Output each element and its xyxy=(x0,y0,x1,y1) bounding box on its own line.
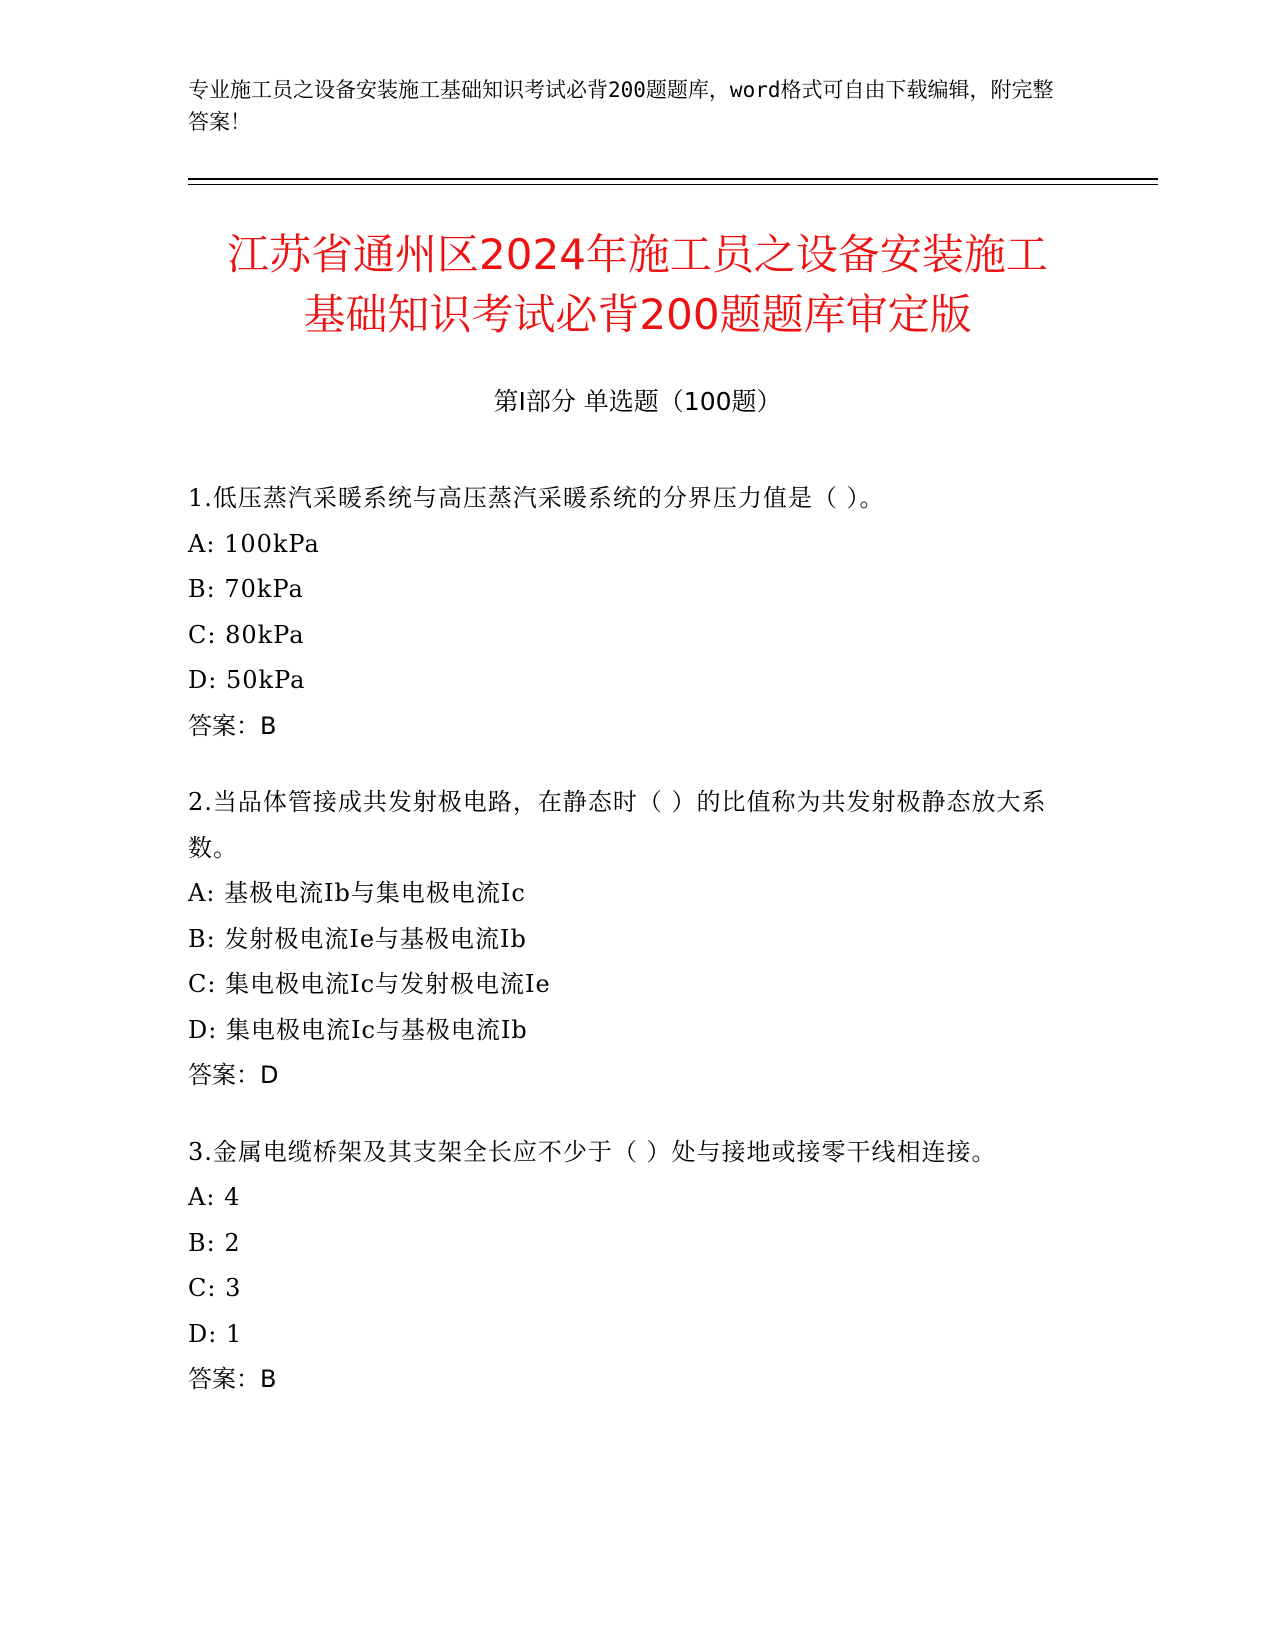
option-text: 80kPa xyxy=(225,620,305,649)
option-c xyxy=(188,613,1088,659)
answer-label: 答案：B xyxy=(188,1365,277,1393)
option-text: 集电极电流Ic与发射极电流Ie xyxy=(225,970,551,998)
option-key: A: xyxy=(188,1183,216,1211)
document-title-line-2: 基础知识考试必背200题题库审定版 xyxy=(303,290,972,339)
option-d xyxy=(188,658,1088,704)
option-d xyxy=(188,1312,1088,1358)
question-item xyxy=(188,476,1088,749)
option-key: B: xyxy=(188,924,216,953)
section-heading: 第Ⅰ部分 单选题（100题） xyxy=(493,387,782,416)
option-text: 发射极电流Ie与基极电流Ib xyxy=(224,924,527,953)
document-title-line-1: 江苏省通州区2024年施工员之设备安装施工 xyxy=(227,230,1048,279)
option-key: A: xyxy=(188,879,216,907)
option-text: 70kPa xyxy=(224,575,304,603)
option-text: 100kPa xyxy=(224,529,320,558)
question-stem: 3.金属电缆桥架及其支架全长应不少于（ ）处与接地或接零干线相连接。 xyxy=(188,1137,997,1166)
option-b xyxy=(188,1221,1088,1267)
option-b xyxy=(188,567,1088,613)
option-text: 3 xyxy=(225,1274,242,1302)
document-title xyxy=(150,225,1125,345)
option-text: 基极电流Ib与集电极电流Ic xyxy=(224,879,526,907)
header-divider-thick xyxy=(188,178,1158,180)
header-note: 专业施工员之设备安装施工基础知识考试必背200题题库，word格式可自由下载编辑，附完整答案！ xyxy=(188,78,1054,134)
option-key: B: xyxy=(188,575,216,603)
option-key: D: xyxy=(188,1319,218,1348)
option-text: 2 xyxy=(224,1228,241,1257)
option-a xyxy=(188,871,1088,917)
option-b xyxy=(188,917,1088,963)
question-item xyxy=(188,1130,1088,1403)
option-c xyxy=(188,1266,1088,1312)
question-item xyxy=(188,780,1088,1099)
option-key: C: xyxy=(188,620,217,649)
option-a xyxy=(188,522,1088,568)
question-stem: 1.低压蒸汽采暖系统与高压蒸汽采暖系统的分界压力值是（ ）。 xyxy=(188,484,885,512)
option-c xyxy=(188,962,1088,1008)
option-text: 1 xyxy=(225,1319,243,1348)
option-key: C: xyxy=(188,970,217,998)
option-text: 4 xyxy=(224,1183,241,1211)
option-a xyxy=(188,1175,1088,1221)
option-key: B: xyxy=(188,1228,216,1257)
option-text: 集电极电流Ic与基极电流Ib xyxy=(225,1015,528,1044)
option-key: D: xyxy=(188,1015,218,1044)
option-text: 50kPa xyxy=(225,666,306,694)
question-list xyxy=(188,476,1088,1434)
option-d xyxy=(188,1008,1088,1054)
option-key: D: xyxy=(188,666,218,694)
question-stem: 2.当品体管接成共发射极电路，在静态时（ ）的比值称为共发射极静态放大系数。 xyxy=(188,788,1047,862)
option-key: A: xyxy=(188,529,216,558)
answer-label: 答案：D xyxy=(188,1061,279,1089)
option-key: C: xyxy=(188,1274,217,1302)
header-divider-thin xyxy=(188,184,1158,185)
answer-label: 答案：B xyxy=(188,711,277,740)
